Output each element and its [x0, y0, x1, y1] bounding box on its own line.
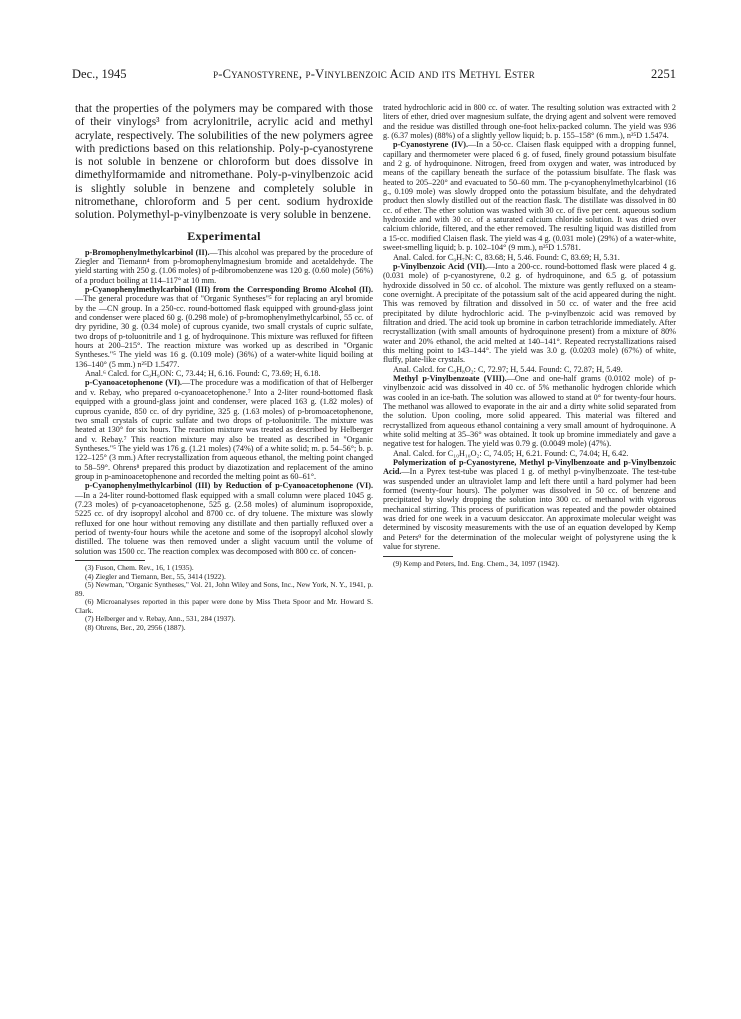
- analysis-line: Anal. Calcd. for C₁₀H₁₀O₂: C, 74.05; H, 6.21. Found: C, 74.04; H, 6.42.: [393, 448, 629, 458]
- procedure-title: Polymerization of p-Cyanostyrene, Methyl p-Vinylbenzoate and p-Vinylbenzoic Acid.: [383, 458, 676, 477]
- procedure-title: p-Cyanophenylmethylcarbinol (III) from the Corresponding Bromo Alcohol (II).: [85, 285, 373, 295]
- procedure-paragraph: [383, 374, 676, 449]
- analysis-line: Anal. Calcd. for C₉H₇N: C, 83.68; H, 5.46. Found: C, 83.69; H, 5.31.: [393, 252, 620, 262]
- analysis-line: Anal.⁶ Calcd. for C₉H₉ON: C, 73.44; H, 6.16. Found: C, 73.69; H, 6.18.: [85, 369, 321, 379]
- procedure-body: —In a 24-liter round-bottomed flask equipped with a small column were placed 1045 g. (7.23 moles) of p-cyanoacetophenone, 525 g. (2.58 moles) of aluminum isopropoxide, 5225 cc. of dry isopropyl alcohol and 8700 cc. of dry toluene. The mixture was slowly refluxed for one hour without removing any distillate and then partially refluxed over a period of twenty-four hours while the acetone and some of the isopropyl alcohol slowly distilled. The toluene was then removed under a slight vacuum until the volume of solution was 1500 cc. The reaction complex was decomposed with 800 cc. of concen-: [75, 490, 373, 556]
- procedure-paragraph: [75, 285, 373, 369]
- header-title: p-Cyanostyrene, p-Vinylbenzoic Acid and its Methyl Ester: [213, 67, 535, 81]
- footnote: (4) Ziegler and Tiemann, Ber., 55, 3414 (1922).: [85, 571, 226, 581]
- footnote-divider: [383, 556, 453, 557]
- right-column: [383, 103, 676, 568]
- procedure-paragraph: [75, 248, 373, 285]
- procedure-title: p-Bromophenylmethylcarbinol (II).: [85, 247, 210, 257]
- intro-paragraph: that the properties of the polymers may be compared with those of their vinylogs³ from acrylonitrile, acrylic acid and methyl acrylate, respectively. The solubilities of the new polymers agree with predictions based on this relationship. Poly-p-cyanostyrene is not soluble in benzene or chloroform but does dissolve in dimethylformamide and nitromethane. Poly-p-vinylbenzoic acid is slightly soluble in benzene and completely soluble in nitromethane, chloroform and 5 per cent. sodium hydroxide solution. Polymethyl-p-vinylbenzoate is very soluble in benzene.: [75, 103, 373, 222]
- procedure-title: p-Vinylbenzoic Acid (VII).: [393, 261, 488, 271]
- procedure-body: —The procedure was a modification of that of Helberger and v. Rebay, who prepared o-cyanoacetophenone.⁷ Into a 2-liter round-bottomed flask equipped with a ground-glass joint and condenser, were placed 163 g. (1.82 moles) of cuprous cyanide, 850 cc. of dry pyridine, 325 g. (1.63 moles) of p-bromoacetophenone, two small crystals of cupric sulfate and two drops of p-toluonitrile. The mixture was heated at 130° for six hours. The reaction mixture was treated as described by Helberger and v. Rebay.⁷ This reaction mixture may also be treated as described in "Organic Syntheses."⁵ The yield was 176 g. (1.21 moles) (74%) of a white solid; m. p. 54–56°; b. p. 122–125° (3 mm.) After recrystallization from aqueous ethanol, the melting point changed to 58–59°. Ohrens⁸ prepared this product by diazotization and replacement of the amino group in p-aminoacetophenone and recorded the melting point as 60–61°.: [75, 378, 373, 481]
- procedure-paragraph: [383, 262, 676, 365]
- analysis-line: Anal. Calcd. for C₉H₈O₂: C, 72.97; H, 5.44. Found: C, 72.87; H, 5.49.: [393, 364, 623, 374]
- footnote: (9) Kemp and Peters, Ind. Eng. Chem., 34, 1097 (1942).: [393, 558, 560, 568]
- procedure-paragraph: [383, 140, 676, 252]
- procedure-paragraph: [383, 458, 676, 551]
- header-date: Dec., 1945: [72, 67, 127, 81]
- procedure-title: p-Cyanostyrene (IV).: [393, 140, 469, 150]
- footnote: (8) Ohrens, Ber., 20, 2956 (1887).: [85, 622, 186, 632]
- procedure-body: —The general procedure was that of "Organic Syntheses"⁵ for replacing an aryl bromide by the —CN group. In a 250-cc. round-bottomed flask equipped with ground-glass joint and condenser were placed 60 g. (0.298 mole) of p-bromophenylmethylcarbinol, 55 cc. of dry pyridine, 30 g. (0.34 mole) of cuprous cyanide, two small crystals of cupric sulfate, two drops of p-toluonitrile and 1 g. of hydroquinone. This mixture was refluxed for fifteen hours at 200–215°. The reaction mixture was worked up as described in "Organic Syntheses."⁵ The yield was 16 g. (0.109 mole) (36%) of a water-white liquid boiling at 136–140° (5 mm.) n²⁵D 1.5477.: [75, 294, 373, 369]
- procedure-body: —One and one-half grams (0.0102 mole) of p-vinylbenzoic acid was dissolved in 40 cc. of 5% methanolic hydrogen chloride which was cooled in an ice-bath. The solution was allowed to stand at 0° for twenty-four hours. The methanol was allowed to evaporate in the air and a dirty white solid separated from the solution. Upon cooling, more solid appeared. This material was filtered and recrystallized from aqueous ethanol containing a very small amount of hydroquinone. A white solid melting at 35–36° was obtained. It took up bromine immediately and gave a negative test for halogen. The yield was 0.79 g. (0.0049 mole) (47%).: [383, 373, 676, 449]
- procedure-title: Methyl p-Vinylbenzoate (VIII).: [393, 373, 507, 383]
- footnote-divider: [75, 560, 145, 561]
- procedure-paragraph: [75, 481, 373, 556]
- footnote: (7) Helberger and v. Rebay, Ann., 531, 284 (1937).: [85, 614, 236, 624]
- procedure-body: —In a 50-cc. Claisen flask equipped with a dropping funnel, capillary and thermometer were placed 6 g. of fused, finely ground potassium bisulfate and 2 g. of hydroquinone. Nitrogen, freed from oxygen and water, was introduced by means of the capillary beneath the surface of the potassium bisulfate. The flask was heated to 205–220° and evacuated to 50–60 mm. The p-cyanophenylmethylcarbinol (16 g., 0.109 mole) was slowly dropped onto the potassium bisulfate, and the dehydrated product then slowly distilled out of the reaction flask. The distillate was dissolved in 80 cc. of ether. The ether solution was washed with 30 cc. of five per cent. aqueous sodium hydroxide and with 30 cc. of a saturated calcium chloride solution. It was dried over calcium chloride, filtered, and the ether removed. The resulting liquid was distilled from a 15-cc. modified Claisen flask. The yield was 4 g. (0.031 mole) (29%) of a water-white, sweet-smelling liquid; b. p. 102–104° (9 mm.), n²⁵D 1.5781.: [383, 140, 676, 253]
- procedure-body: —This alcohol was prepared by the procedure of Ziegler and Tiemann⁴ from p-bromophenylmagnesium bromide and acetaldehyde. The yield starting with 250 g. (1.06 moles) of p-dibromobenzene was 120 g. (0.60 mole) (56%) of a product boiling at 114–117° at 10 mm.: [75, 247, 373, 285]
- running-header: [72, 66, 676, 82]
- procedure-continuation: trated hydrochloric acid in 800 cc. of water. The resulting solution was extracted with 2 liters of ether, dried over magnesium sulfate, the drying agent and solvent were removed and the residue was distilled through one-foot helix-packed column. The yield was 936 g. (6.37 moles) (88%) of a slightly yellow liquid; b. p. 155–158° (6 mm.), n²⁵D 1.5474.: [383, 103, 676, 141]
- procedure-title: p-Cyanophenylmethylcarbinol (III) by Reduction of p-Cyanoacetophenone (VI).: [85, 481, 373, 491]
- left-column: [75, 103, 373, 632]
- footnote: (6) Microanalyses reported in this paper were done by Miss Theta Spoor and Mr. Howard S. Clark.: [75, 597, 373, 615]
- footnote: (3) Fuson, Chem. Rev., 16, 1 (1935).: [85, 563, 194, 573]
- procedure-body: —Into a 200-cc. round-bottomed flask were placed 4 g. (0.031 mole) of p-cyanostyrene, 0.2 g. of hydroquinone, and 6.5 g. of potassium hydroxide dissolved in 50 cc. of alcohol. The mixture was gently refluxed on a steam-cone overnight. A precipitate of the potassium salt of the acid appeared during the night. This was removed by filtration and dissolved in 50 cc. of water and the free acid precipitated by dilute hydrochloric acid. The p-vinylbenzoic acid was removed by filtration and dried. The acid took up bromine in carbon tetrachloride immediately. After recrystallization (with small amounts of hydroquinone present) from a mixture of 80% water and 20% ethanol, the acid melted at 140–141°. Repeated recrystallizations raised this melting point to 143–144°. The yield was 3.0 g. (0.0203 mole) (67%) of white, fluffy, plate-like crystals.: [383, 261, 677, 365]
- procedure-paragraph: [75, 378, 373, 481]
- page-number: 2251: [651, 67, 676, 81]
- section-heading-experimental: Experimental: [187, 228, 261, 243]
- footnote: (5) Newman, "Organic Syntheses," Vol. 21, John Wiley and Sons, Inc., New York, N. Y., 1941, p. 89.: [75, 580, 373, 598]
- procedure-body: —In a Pyrex test-tube was placed 1 g. of methyl p-vinylbenzoate. The test-tube was suspended under an ultraviolet lamp and left there until a hard polymer had been formed (twenty-four hours). The polymer was dissolved in 50 cc. of benzene and precipitated by slowly dropping the solution into 300 cc. of methanol with vigorous mechanical stirring. This process of purification was repeated and the powder obtained was dried for one week in a vacuum desiccator. An approximate molecular weight was determined by viscosity measurements with the use of an equation developed by Kemp and Peters⁹ for the determination of the molecular weight of polystyrene using the k value for styrene.: [383, 467, 676, 552]
- procedure-title: p-Cyanoacetophenone (VI).: [85, 378, 182, 388]
